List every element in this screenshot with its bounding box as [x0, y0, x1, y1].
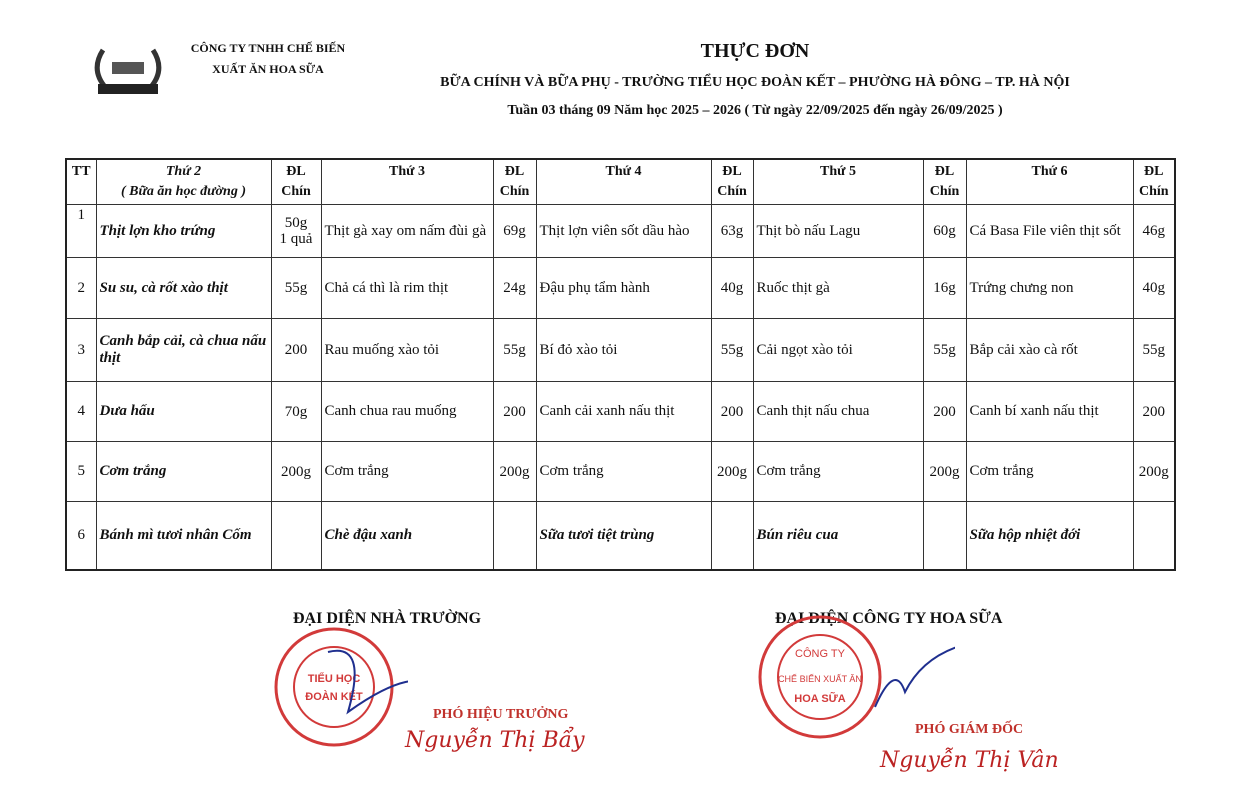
portion-cell: 70g: [271, 382, 321, 442]
portion-cell: [1133, 502, 1175, 570]
dish-cell: Bún riêu cua: [753, 502, 923, 570]
portion-cell: 24g: [493, 258, 536, 319]
company-signer-name: Nguyễn Thị Vân: [880, 748, 1059, 773]
dish-cell: Trứng chưng non: [966, 258, 1133, 319]
dish-cell: Bắp cải xào cà rốt: [966, 319, 1133, 382]
header-dl-chin: [271, 159, 321, 205]
portion-cell: 55g: [711, 319, 753, 382]
row-number: 1: [66, 205, 96, 258]
company-logo: [88, 40, 168, 100]
dish-cell: Cơm trắng: [321, 442, 493, 502]
header-chin: Chín: [717, 184, 747, 199]
portion-cell: 50g 1 quả: [271, 205, 321, 258]
dish-cell: Canh bắp cải, cà chua nấu thịt: [96, 319, 271, 382]
document-header: [360, 38, 1150, 122]
header-dl: ĐL: [286, 164, 306, 179]
school-stamp: [268, 622, 408, 757]
row-number: 5: [66, 442, 96, 502]
header-dl: ĐL: [722, 164, 742, 179]
dish-cell: Su su, cà rốt xào thịt: [96, 258, 271, 319]
portion-cell: [923, 502, 966, 570]
header-day: Thứ 3: [321, 159, 493, 205]
header-dl-chin: [923, 159, 966, 205]
portion-cell: [493, 502, 536, 570]
dish-cell: Thịt lợn viên sốt dầu hào: [536, 205, 711, 258]
dish-cell: Canh bí xanh nấu thịt: [966, 382, 1133, 442]
svg-text:TIỂU HỌC: TIỂU HỌC: [307, 673, 361, 685]
portion-cell: 200g: [923, 442, 966, 502]
dish-cell: Rau muống xào tỏi: [321, 319, 493, 382]
header-chin: Chín: [281, 184, 311, 199]
dish-cell: Cơm trắng: [753, 442, 923, 502]
dish-cell: Thịt lợn kho trứng: [96, 205, 271, 258]
dish-cell: Thịt bò nấu Lagu: [753, 205, 923, 258]
dish-cell: Sữa hộp nhiệt đới: [966, 502, 1133, 570]
dish-cell: Cơm trắng: [536, 442, 711, 502]
portion-cell: 40g: [711, 258, 753, 319]
portion-cell: 200: [493, 382, 536, 442]
portion-cell: 200: [271, 319, 321, 382]
document-title: THỰC ĐƠN: [700, 40, 810, 62]
school-rep-heading: ĐẠI DIỆN NHÀ TRƯỜNG: [293, 610, 482, 627]
portion-cell: 55g: [271, 258, 321, 319]
header-day: Thứ 4: [536, 159, 711, 205]
dish-cell: Bánh mì tươi nhân Cốm: [96, 502, 271, 570]
company-rep-heading: ĐẠI DIỆN CÔNG TY HOA SỮA: [775, 610, 1003, 627]
header-day: Thứ 5: [753, 159, 923, 205]
portion-cell: 200g: [711, 442, 753, 502]
header-day: Thứ 6: [966, 159, 1133, 205]
dish-cell: Cơm trắng: [96, 442, 271, 502]
portion-cell: 200: [711, 382, 753, 442]
row-number: 2: [66, 258, 96, 319]
row-number: 3: [66, 319, 96, 382]
portion-cell: 200g: [493, 442, 536, 502]
portion-cell: 200: [923, 382, 966, 442]
portion-cell: 46g: [1133, 205, 1175, 258]
table-row: [66, 205, 1175, 258]
dish-cell: Cơm trắng: [966, 442, 1133, 502]
week-range: Tuần 03 tháng 09 Năm học 2025 – 2026 ( Từ ngày 22/09/2025 đến ngày 26/09/2025 ): [507, 103, 1003, 118]
svg-text:ĐOÀN KẾT: ĐOÀN KẾT: [305, 691, 363, 703]
table-row: [66, 502, 1175, 570]
dish-cell: Canh chua rau muống: [321, 382, 493, 442]
company-line2: XUẤT ĂN HOA SỮA: [212, 62, 324, 76]
header-tt: TT: [66, 159, 96, 205]
portion-cell: 55g: [493, 319, 536, 382]
school-signer-title: PHÓ HIỆU TRƯỞNG: [433, 707, 569, 722]
table-row: [66, 382, 1175, 442]
portion-cell: 63g: [711, 205, 753, 258]
table-row: [66, 442, 1175, 502]
header-dl: ĐL: [504, 164, 525, 179]
portion-cell: 16g: [923, 258, 966, 319]
dish-cell: Chè đậu xanh: [321, 502, 493, 570]
dish-cell: Bí đỏ xào tỏi: [536, 319, 711, 382]
header-chin: Chín: [499, 184, 530, 199]
row-number: 6: [66, 502, 96, 570]
portion-cell: 69g: [493, 205, 536, 258]
header-thu-2-label: Thứ 2: [165, 164, 202, 179]
header-dl-chin: [1133, 159, 1175, 205]
table-row: [66, 258, 1175, 319]
portion-cell: 200: [1133, 382, 1175, 442]
document-subtitle: BỮA CHÍNH VÀ BỮA PHỤ - TRƯỜNG TIỂU HỌC ĐOÀN KẾT – PHƯỜNG HÀ ĐÔNG – TP. HÀ NỘI: [440, 75, 1070, 90]
svg-text:CHẾ BIẾN XUẤT ĂN: CHẾ BIẾN XUẤT ĂN: [778, 674, 862, 684]
header-thu-2-note: ( Bữa ăn học đường ): [120, 184, 247, 199]
dish-cell: Chả cá thì là rim thịt: [321, 258, 493, 319]
portion-cell: [711, 502, 753, 570]
dish-cell: Canh cải xanh nấu thịt: [536, 382, 711, 442]
portion-cell: 55g: [923, 319, 966, 382]
company-line1: CÔNG TY TNHH CHẾ BIẾN: [190, 41, 346, 55]
portion-cell: 60g: [923, 205, 966, 258]
dish-cell: Ruốc thịt gà: [753, 258, 923, 319]
portion-cell: [271, 502, 321, 570]
portion-cell: 40g: [1133, 258, 1175, 319]
svg-text:CÔNG TY: CÔNG TY: [795, 648, 845, 660]
portion-cell: 200g: [271, 442, 321, 502]
table-row: [66, 319, 1175, 382]
dish-cell: Sữa tươi tiệt trùng: [536, 502, 711, 570]
dish-cell: Cá Basa File viên thịt sốt: [966, 205, 1133, 258]
portion-cell: 200g: [1133, 442, 1175, 502]
header-chin: Chín: [1138, 184, 1169, 199]
svg-text:HOA SỮA: HOA SỮA: [794, 693, 846, 705]
header-chin: Chín: [929, 184, 960, 199]
header-dl: ĐL: [934, 164, 955, 179]
company-signer-title: PHÓ GIÁM ĐỐC: [915, 722, 1024, 737]
dish-cell: Canh thịt nấu chua: [753, 382, 923, 442]
school-signer-name: Nguyễn Thị Bẩy: [405, 728, 585, 753]
dish-cell: Thịt gà xay om nấm đùi gà: [321, 205, 493, 258]
row-number: 4: [66, 382, 96, 442]
header-dl: ĐL: [1144, 164, 1164, 179]
dish-cell: Dưa hấu: [96, 382, 271, 442]
dish-cell: Cải ngọt xào tỏi: [753, 319, 923, 382]
company-name: [183, 38, 353, 80]
header-dl-chin: [493, 159, 536, 205]
dish-cell: Đậu phụ tẩm hành: [536, 258, 711, 319]
portion-cell: 55g: [1133, 319, 1175, 382]
header-dl-chin: [711, 159, 753, 205]
menu-table: [65, 158, 1176, 571]
header-thu-2: [96, 159, 271, 205]
